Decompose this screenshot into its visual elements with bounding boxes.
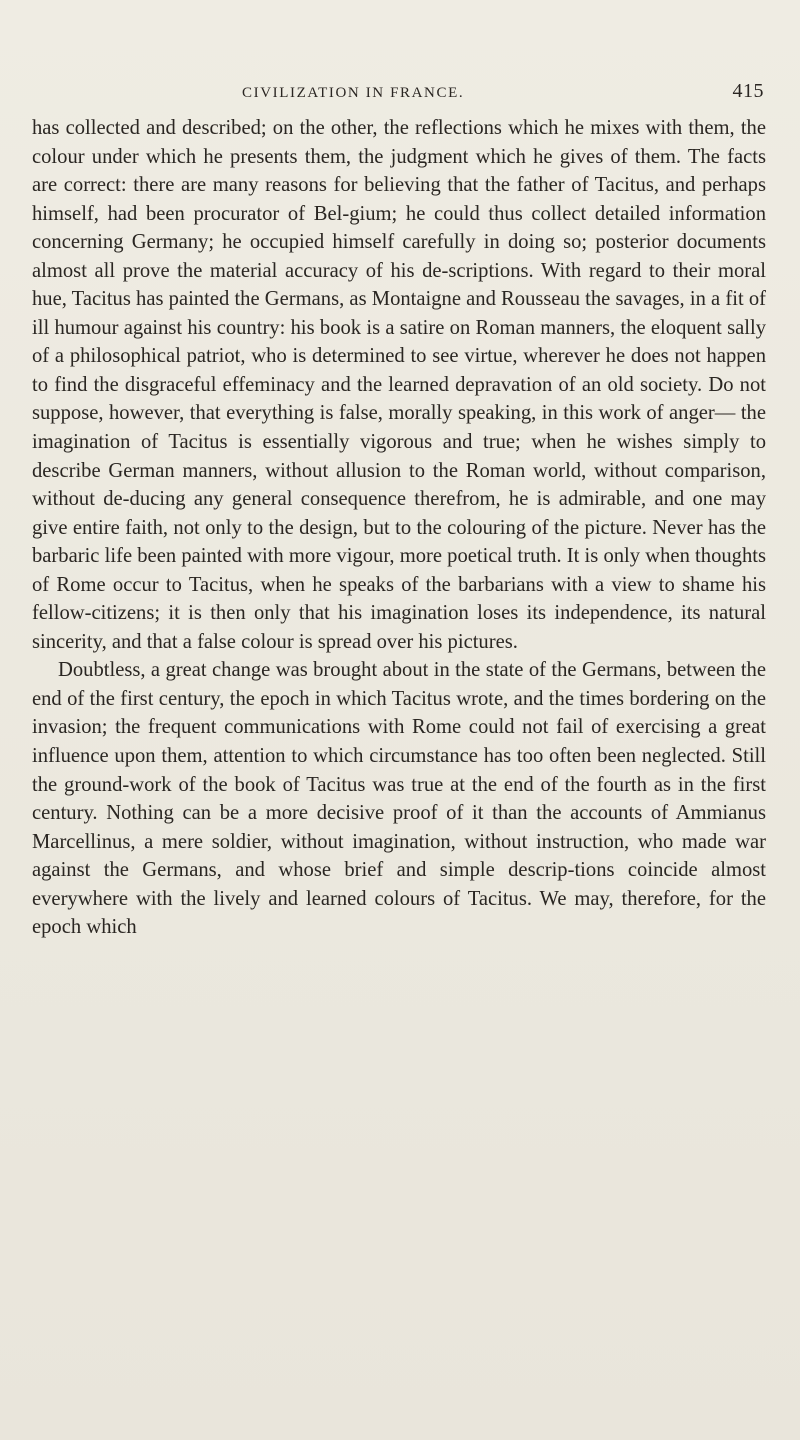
paragraph-2: Doubtless, a great change was brought about in the state of the Germans, between the end of the first century, the epoch in which Tacitus wrote, and the times bordering on the invasion; the frequent communications with Rome could not fail of exercising a great influence upon them, attention to which circumstance has too often been neglected. Still the ground-work of the book of Tacitus was true at the end of the fourth as in the first century. Nothing can be a more decisive proof of it than the accounts of Ammianus Marcellinus, a mere soldier, without imagination, without instruction, who made war against the Germans, and whose brief and simple descrip-tions coincide almost everywhere with the lively and learned colours of Tacitus. We may, therefore, for the epoch which bbox=[32, 659, 766, 939]
page-number: 415 bbox=[732, 80, 764, 102]
paragraph-1: has collected and described; on the other, the reflections which he mixes with them, the colour under which he presents them, the judgment which he gives of them. The facts are correct: there are many reasons for believing that the father of Tacitus, and perhaps himself, had been procurator of Bel-gium; he could thus collect detailed information concerning Germany; he occupied himself carefully in doing so; posterior documents almost all prove the material accuracy of his de-scriptions. With regard to their moral hue, Tacitus has painted the Germans, as Montaigne and Rousseau the savages, in a fit of ill humour against his country: his book is a satire on Roman manners, the eloquent sally of a philosophical patriot, who is determined to see virtue, wherever he does not happen to find the disgraceful effeminacy and the learned depravation of an old society. Do not suppose, however, that everything is false, morally speaking, in this work of anger— the imagination of Tacitus is essentially vigorous and true; when he wishes simply to describe German manners, without allusion to the Roman world, without comparison, without de-ducing any general consequence therefrom, he is admirable, and one may give entire faith, not only to the design, but to the colouring of the picture. Never has the barbaric life been painted with more vigour, more poetical truth. It is only when thoughts of Rome occur to Tacitus, when he speaks of the barbarians with a view to shame his fellow-citizens; it is then only that his imagination loses its independence, its natural sincerity, and that a false colour is spread over his pictures. bbox=[32, 117, 766, 653]
running-title: CIVILIZATION IN FRANCE. bbox=[242, 85, 465, 101]
body-text bbox=[32, 114, 766, 942]
running-head bbox=[242, 80, 764, 104]
